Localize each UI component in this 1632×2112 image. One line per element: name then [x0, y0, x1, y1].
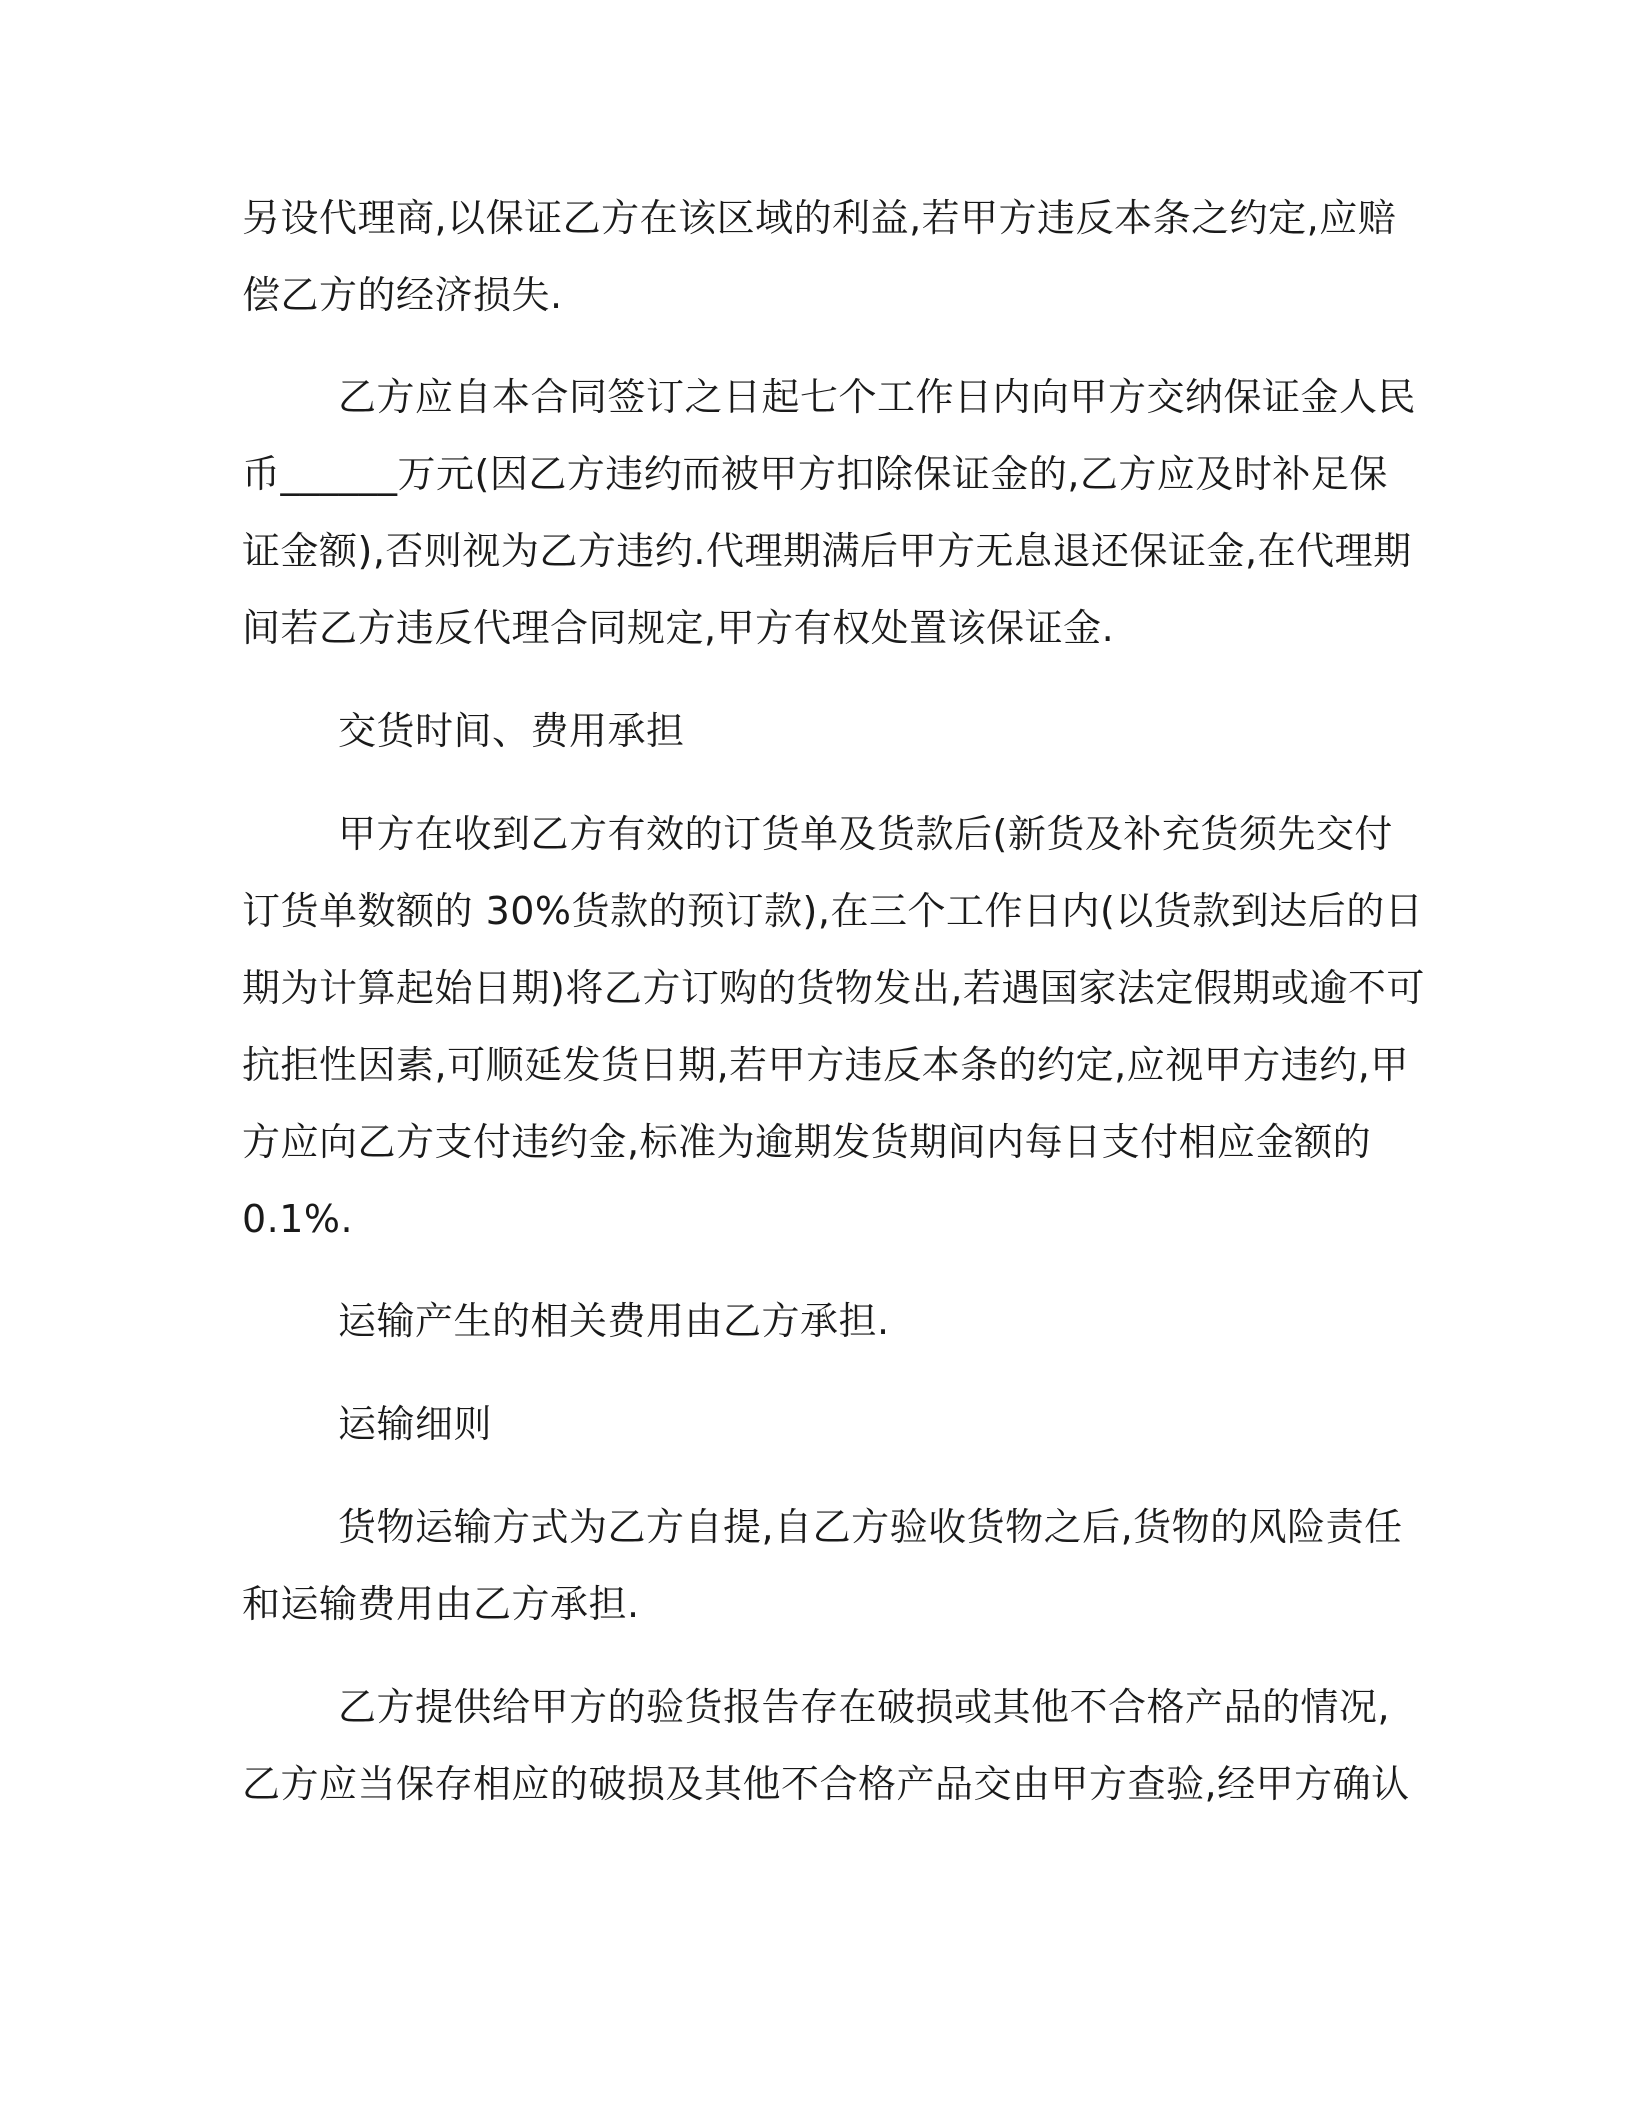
section-heading: 交货时间、费用承担 [338, 709, 685, 753]
paragraph-line: 间若乙方违反代理合同规定,甲方有权处置该保证金. [242, 606, 1115, 650]
paragraph-line: 方应向乙方支付违约金,标准为逾期发货期间内每日支付相应金额的 [242, 1120, 1372, 1164]
paragraph-line: 运输产生的相关费用由乙方承担. [338, 1299, 890, 1343]
paragraph-line: 和运输费用由乙方承担. [242, 1582, 640, 1626]
paragraph-line: 证金额),否则视为乙方违约.代理期满后甲方无息退还保证金,在代理期 [242, 529, 1412, 573]
paragraph-line: 偿乙方的经济损失. [242, 273, 563, 317]
paragraph-line: 0.1%. [242, 1197, 354, 1241]
paragraph-line: 甲方在收到乙方有效的订货单及货款后(新货及补充货须先交付 [338, 812, 1393, 856]
paragraph-line: 抗拒性因素,可顺延发货日期,若甲方违反本条的约定,应视甲方违约,甲 [242, 1043, 1409, 1087]
paragraph-line: 币______万元(因乙方违约而被甲方扣除保证金的,乙方应及时补足保 [242, 452, 1388, 496]
paragraph-line: 乙方应自本合同签订之日起七个工作日内向甲方交纳保证金人民 [338, 375, 1417, 419]
paragraph-line: 另设代理商,以保证乙方在该区域的利益,若甲方违反本条之约定,应赔 [242, 196, 1397, 240]
section-heading: 运输细则 [338, 1402, 493, 1446]
paragraph-line: 乙方提供给甲方的验货报告存在破损或其他不合格产品的情况, [338, 1685, 1391, 1729]
paragraph-line: 期为计算起始日期)将乙方订购的货物发出,若遇国家法定假期或逾不可 [242, 966, 1425, 1010]
paragraph-line: 乙方应当保存相应的破损及其他不合格产品交由甲方查验,经甲方确认 [242, 1762, 1410, 1806]
paragraph-line: 订货单数额的 30%货款的预订款),在三个工作日内(以货款到达后的日 [242, 889, 1424, 933]
paragraph-line: 货物运输方式为乙方自提,自乙方验收货物之后,货物的风险责任 [338, 1505, 1403, 1549]
